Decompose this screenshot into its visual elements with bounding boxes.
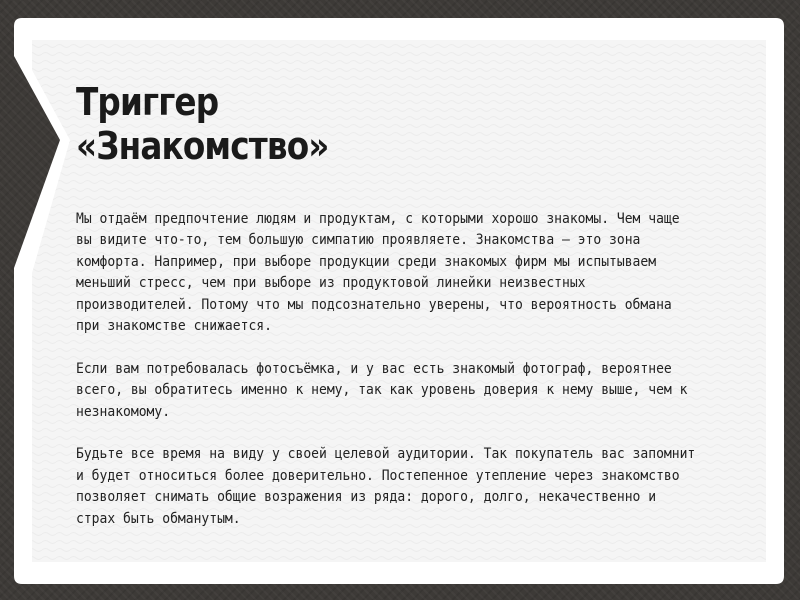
slide-body [76,209,718,530]
slide-title [76,80,506,168]
body-paragraph-2: Если вам потребовалась фотосъёмка, и у вас есть знакомый фотограф, вероятнее всего, вы обратитесь именно к нему, так как уровень доверия к нему выше, чем к незнакомому. [76,360,688,420]
body-paragraph-3: Будьте все время на виду у своей целевой аудитории. Так покупатель вас запомнит и будет относиться более доверительно. Постепенное утепление через знакомство позволяет снимать общие возражения из ряда: дорого, долго, некачественно и страх быть обманутым. [76,446,696,527]
slide-title-line1: Триггер [76,80,219,124]
slide-card [14,18,784,584]
body-paragraph-1: Мы отдаём предпочтение людям и продуктам, с которыми хорошо знакомы. Чем чаще вы видите что-то, тем большую симпатию проявляете. Знакомства — это зона комфорта. Например, при выборе продукции среди знакомых фирм мы испытываем меньший стресс, чем при выборе из продуктовой линейки неизвестных производителей. Потому что мы подсознательно уверены, что вероятность обмана при знакомстве снижается. [76,211,680,335]
slide-title-line2: «Знакомство» [76,124,329,168]
slide-content [76,80,736,551]
